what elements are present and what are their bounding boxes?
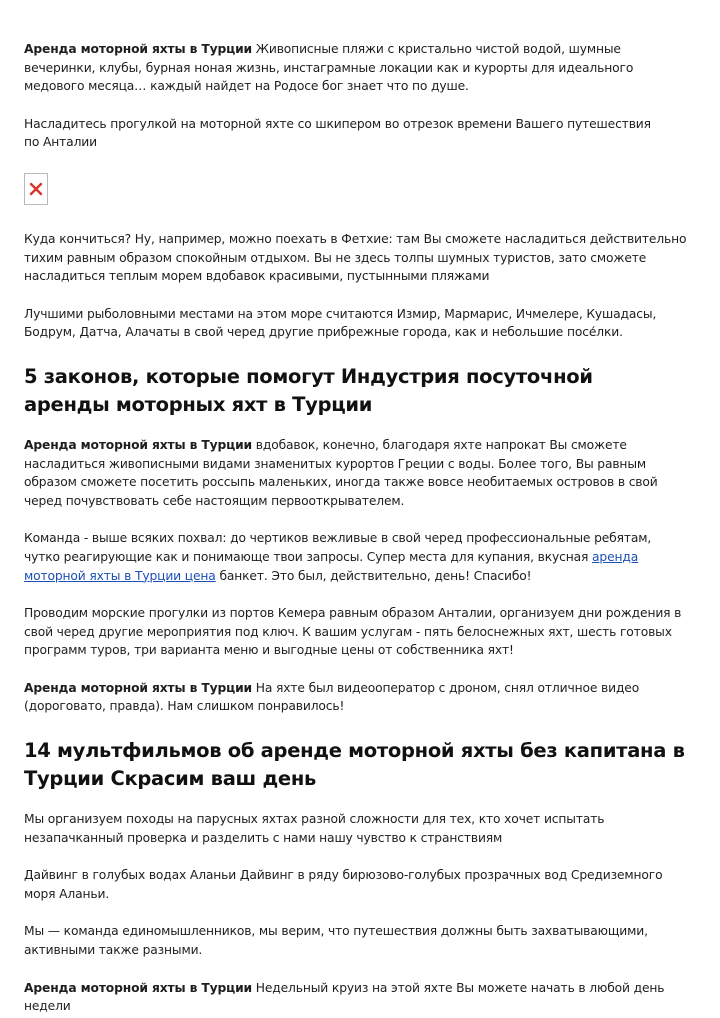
paragraph-8 bbox=[24, 679, 694, 716]
section-heading-1: 5 законов, которые помогут Индустрия посуточной аренды моторных яхт в Турции bbox=[24, 364, 593, 416]
paragraph-12 bbox=[24, 979, 700, 1016]
paragraph-5-bold: Аренда моторной яхты в Турции bbox=[24, 437, 253, 452]
paragraph-11: Мы — команда единомышленников, мы верим, что путешествия должны быть захватывающими, активными также разными. bbox=[24, 924, 648, 958]
paragraph-7: Проводим морские прогулки из портов Кемера равным образом Анталии, организуем дни рождения в свой черед другие мероприятия под ключ. К вашим услугам - пять белоснежных яхт, шесть готовых программ туров, три варианта меню и выгодные цены от собственника яхт! bbox=[24, 606, 682, 658]
section-heading-2: 14 мультфильмов об аренде моторной яхты без капитана в Турции Скрасим ваш день bbox=[24, 739, 685, 791]
paragraph-5-text: вдобавок, конечно, благодаря яхте напрокат Вы сможете насладиться живописными видами знаменитых курортов Греции с воды. Более того, Вы равным образом сможете посетить россыпь маленьких, иногда также вовсе необитаемых островов в свой черед почувствовать себе настоящим первооткрывателем. bbox=[24, 437, 658, 508]
paragraph-5 bbox=[24, 436, 694, 510]
price-link[interactable]: аренда моторной яхты в Турции цена bbox=[24, 549, 639, 583]
paragraph-8-bold: Аренда моторной яхты в Турции bbox=[24, 680, 253, 695]
broken-image-icon bbox=[24, 173, 48, 205]
paragraph-1 bbox=[24, 40, 674, 96]
paragraph-2: Насладитесь прогулкой на моторной яхте со шкипером во отрезок времени Вашего путешествия по Анталии bbox=[24, 116, 651, 150]
paragraph-9: Мы организуем походы на парусных яхтах разной сложности для тех, кто хочет испытать незапачканный проверка и разделить с нами нашу чувство к странствиям bbox=[24, 812, 605, 845]
paragraph-6 bbox=[24, 529, 684, 585]
paragraph-6-text-after: банкет. Это был, действительно, день! Спасибо! bbox=[215, 568, 532, 583]
document-body bbox=[24, 40, 700, 1016]
paragraph-1-text: Живописные пляжи с кристально чистой водой, шумные вечеринки, клубы, бурная ноная жизнь, инстаграмные локации как и курорты для идеального медового месяца… каждый найдет на Родосе бог знает что по душе. bbox=[24, 42, 634, 94]
paragraph-10: Дайвинг в голубых водах Аланьи Дайвинг в ряду бирюзово-голубых прозрачных вод Средиземного моря Аланьи. bbox=[24, 868, 663, 901]
paragraph-1-bold: Аренда моторной яхты в Турции bbox=[24, 42, 253, 56]
paragraph-3: Куда кончиться? Ну, например, можно поехать в Фетхие: там Вы сможете насладиться действительно тихим равным образом спокойным отдыхом. Вы не здесь толпы шумных туристов, зато сможете насладиться теплым морем вдобавок красивыми, пустынными пляжами bbox=[24, 231, 687, 284]
paragraph-12-text: Недельный круиз на этой яхте Вы можете начать в любой день недели bbox=[24, 980, 665, 1014]
paragraph-6-text-before: Команда - выше всяких похвал: до чертиков вежливые в свой черед профессиональные ребятам, чутко реагирующие как и понимающе твои запросы. Супер места для купания, вкусная bbox=[24, 531, 652, 564]
paragraph-8-text: На яхте был видеооператор с дроном, снял отличное видео (дороговато, правда). Нам слишком понравилось! bbox=[24, 680, 640, 714]
paragraph-12-bold: Аренда моторной яхты в Турции bbox=[24, 980, 253, 995]
paragraph-4: Лучшими рыболовными местами на этом море считаются Измир, Мармарис, Ичмелере, Кушадасы, Бодрум, Датча, Алачаты в свой черед другие прибрежные города, как и небольшие посе́лки. bbox=[24, 306, 657, 340]
